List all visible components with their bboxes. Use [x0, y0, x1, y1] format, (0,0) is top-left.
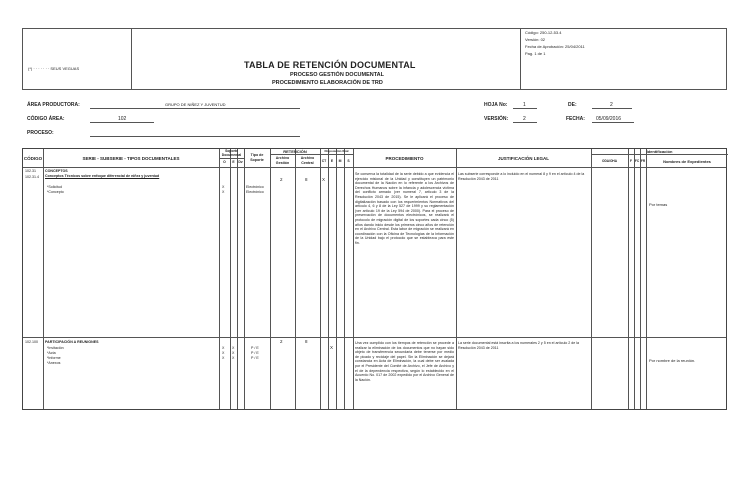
row2-tipo-soporte-1: P / E: [251, 346, 259, 350]
th-disp-ct: CT: [321, 159, 327, 163]
hoja-value: 1: [523, 102, 526, 108]
th-tipo-soporte: Tipo de Soporte: [250, 153, 264, 162]
col-line: [634, 149, 635, 409]
row-divider: [23, 337, 726, 338]
th-procedimiento: PROCEDIMIENTO: [385, 156, 424, 161]
procedure-subtitle: PROCEDIMIENTO ELABORACIÓN DE TRD: [272, 80, 383, 86]
col-line: [646, 149, 647, 409]
row2-soporte-o-2: X: [222, 351, 225, 355]
logo-area: [22, 28, 132, 90]
th-soporte: Soporte Documental: [221, 149, 242, 157]
fecha-value: 05/09/2016: [596, 116, 622, 122]
col-line: [456, 149, 457, 409]
area-value: GRUPO DE NIÑEZ Y JUVENTUD: [165, 102, 226, 107]
version-underline: [513, 122, 537, 123]
th-disposicion: Disposición final: [324, 149, 349, 153]
process-subtitle: PROCESO GESTIÓN DOCUMENTAL: [290, 72, 385, 78]
page-title: TABLA DE RETENCIÓN DOCUMENTAL: [244, 60, 416, 70]
row2-soporte-o-3: X: [222, 356, 225, 360]
doc-page: Pag. 1 de 1: [525, 51, 546, 56]
row2-tipo-soporte-2: P / E: [251, 351, 259, 355]
row2-tipo-soporte-3: P / E: [251, 356, 259, 360]
th-archivo-central: Archivo Central: [300, 156, 315, 165]
fecha-underline: [592, 122, 634, 123]
identificacion-subline: [591, 154, 728, 155]
version-value: 2: [523, 116, 526, 122]
col-line: [591, 149, 592, 409]
row1-tipo-1: *Solicitud: [47, 185, 62, 189]
logo-text: (*) · · · · · · · SEUS VEGUAS: [28, 66, 80, 71]
th-soporte-o: O: [223, 160, 226, 164]
doc-approval-date: Fecha de Aprobación: 25/04/2011: [525, 44, 585, 49]
doc-code: Código: 250-12-53.4: [525, 30, 562, 35]
row2-code: 102.100: [25, 340, 38, 344]
row2-soporte-e-1: X: [232, 346, 235, 350]
codigo-area-label: CÓDIGO ÁREA:: [27, 116, 65, 122]
hoja-underline: [513, 108, 537, 109]
col-line: [295, 149, 296, 409]
th-identificacion: Identificación: [646, 149, 673, 154]
col-line: [237, 149, 238, 409]
area-label: ÁREA PRODUCTORA:: [27, 102, 80, 108]
row1-serie: CONCEPTOS: [45, 169, 68, 173]
th-nombres-expedientes: Nombres de Expedientes: [663, 159, 711, 164]
col-line: [244, 149, 245, 409]
row1-tipo-soporte-2: Electrónico: [246, 190, 264, 194]
retention-table: [22, 148, 727, 410]
codigo-area-value: 102: [118, 116, 127, 122]
col-line: [320, 149, 321, 409]
row1-archivo-gestion: 2: [280, 177, 283, 182]
col-line: [344, 149, 345, 409]
row2-procedimiento: Una vez cumplido con los tiempos de retención se procede a realizar la eliminación de los documentos que no hayan sido objeto de transferencia secundaria debe tenerse por medio de picado y reciclaje del papel. Sin la Eliminación se dejará constancia en Acta de Eliminación, la cual debe ser avalada por el Presidente del Comité de Archivo, el Jefe de Archivo y el de la dependencia respectiva, según lo establecido en el Acuerdo No. 017 de 2002 expedido por el Archivo General de la Nación.: [355, 341, 454, 382]
th-archivo-gestion: Archivo Gestión: [275, 156, 290, 165]
row2-soporte-e-2: X: [232, 351, 235, 355]
th-codigo: CÓDIGO: [23, 156, 43, 161]
row2-tipo-2: *Acta: [47, 351, 56, 355]
row2-disp-mark: X: [330, 345, 334, 350]
th-disp-e: E: [330, 159, 334, 163]
de-underline: [592, 108, 632, 109]
row1-code-2: 102.31.4: [25, 175, 39, 179]
retencion-subline: [270, 154, 320, 155]
version-label: VERSIÓN:: [484, 116, 509, 122]
row1-procedimiento: Se conserva la totalidad de la serie debido a que evidencia el ejercicio misional de la Unidad y constituyen un patrimonio documental de la Nación en lo referente a los Archivos de Derechos Humanos sobre la infancia y adolescencia víctima del conflicto armado (ver numeral 7, artículo 3 de la Resolución 2043 de 2015). Se le aplicará el proceso de digitalización basado con los requerimientos Normativos del artículo 4, 6 y 8 de la Ley 527 de 1999 y su reglamentación (ver artículo 19 de la Ley 594 de 2000). Para el proceso de preservación de documentos electrónicos, se realizará el protocolo de migración digital de los soportes cada cinco (5) años dando inicio desde los primeros cinco años de retención en el Archivo Central. Esta labor de migración se realizará en coordinación con la Oficina de Tecnologías de la Información de la Unidad bajo el protocolo que se establezca para este fin.: [355, 172, 454, 245]
row2-serie: PARTICIPACIÓN A REUNIONES: [45, 340, 99, 344]
disposicion-subline: [320, 154, 353, 155]
th-serie: SERIE - SUBSERIE - TIPOS DOCUMENTALES: [82, 156, 180, 161]
row1-expediente: Por temas: [649, 202, 668, 207]
document-code-box: [520, 28, 727, 90]
th-retencion: RETENCIÓN: [283, 149, 307, 154]
row1-subserie: Conceptos Técnicos sobre enfoque diferencial de niñez y juventud: [45, 174, 160, 178]
col-line: [336, 149, 337, 409]
th-disp-m: M: [338, 159, 342, 163]
area-underline: [90, 108, 300, 109]
row2-archivo-gestion: 2: [280, 339, 283, 344]
hoja-label: HOJA No:: [484, 102, 508, 108]
th-disp-s: S: [347, 159, 350, 163]
de-value: 2: [610, 102, 613, 108]
row1-tipo-2: *Concepto: [47, 190, 64, 194]
soporte-subline: [219, 158, 244, 159]
row1-code-1: 102.31: [25, 169, 36, 173]
th-ident-fr: FR: [640, 159, 646, 163]
row1-archivo-central: 8: [305, 177, 308, 182]
row2-soporte-o-1: X: [222, 346, 225, 350]
row1-tipo-soporte-1: Electrónico: [246, 185, 264, 189]
row2-soporte-e-3: X: [232, 356, 235, 360]
th-justificacion: JUSTIFICACIÓN LEGAL: [497, 156, 549, 161]
col-line: [628, 149, 629, 409]
proceso-label: PROCESO:: [27, 130, 54, 136]
col-line: [219, 149, 220, 409]
th-oda: ODA/OHA: [601, 159, 618, 163]
col-line: [353, 149, 354, 409]
col-line: [43, 149, 44, 409]
th-ident-f: F: [630, 159, 632, 163]
row1-disp-mark: X: [322, 177, 326, 182]
de-label: DE:: [568, 102, 577, 108]
row1-soporte-mark-2: X: [222, 190, 225, 194]
row2-archivo-central: 8: [305, 339, 308, 344]
col-line: [270, 149, 271, 409]
col-line: [328, 149, 329, 409]
row2-expediente: Por nombre de la reunión.: [649, 358, 696, 363]
row2-tipo-1: *Invitación: [47, 346, 64, 350]
fecha-label: FECHA:: [566, 116, 585, 122]
row1-soporte-mark-1: X: [222, 185, 225, 189]
doc-version: Versión: 02: [525, 37, 546, 42]
th-soporte-e: E: [232, 160, 235, 164]
row2-justificacion: La serie documental está inscrita a los numerales 2 y 5 en el artículo 2 de la Resolución 2043 de 2011: [458, 341, 580, 350]
proceso-underline: [90, 136, 300, 137]
col-line: [230, 149, 231, 409]
col-line: [640, 149, 641, 409]
codigo-area-underline: [90, 122, 154, 123]
row1-justificacion: Las subserie corresponde a lo incluido en el numeral 8 y 9 en el artículo 4 de la Resolución 2043 de 2011: [458, 172, 585, 181]
th-soporte-dv: Dv: [238, 160, 243, 164]
row2-tipo-3: *Informe: [47, 356, 61, 360]
header-divider: [23, 167, 726, 168]
th-ident-fc: FC: [634, 159, 640, 163]
row2-tipo-4: *Anexos: [47, 361, 61, 365]
